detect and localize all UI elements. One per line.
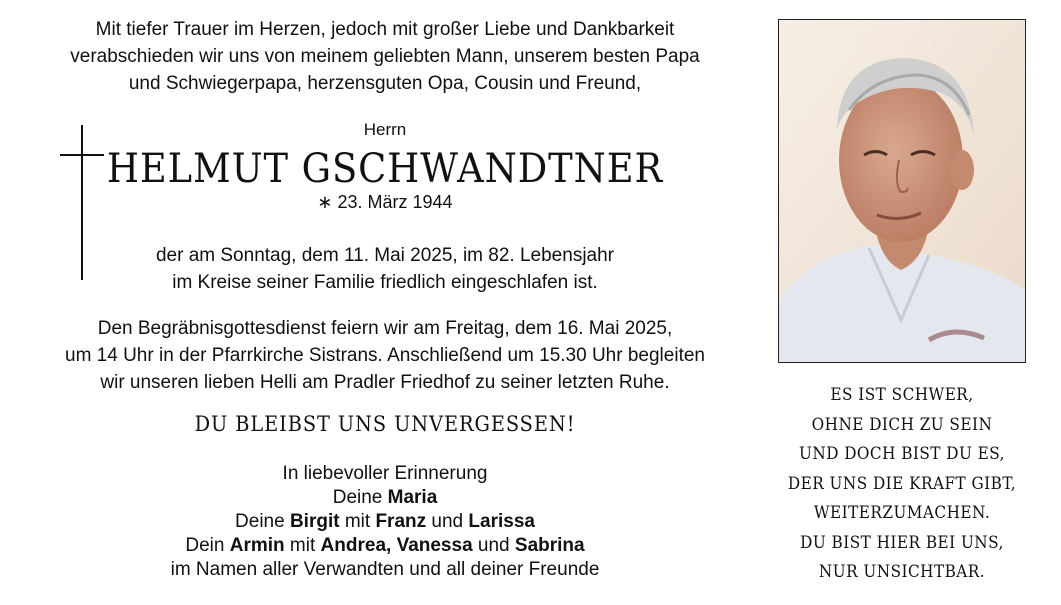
poem-line: DU BIST HIER BEI UNS, (800, 532, 1004, 553)
death-line: der am Sonntag, dem 11. Mai 2025, im 82. Lebensjahr (155, 245, 615, 266)
signoff-line: Deine Maria (332, 487, 438, 508)
motto: DU BLEIBST UNS UNVERGESSEN! (194, 412, 576, 436)
signoff-line: Deine Birgit mit Franz und Larissa (235, 511, 535, 532)
poem-line: ES IST SCHWER, (830, 385, 974, 405)
death-line: im Kreise seiner Familie friedlich eingeschlafen ist. (172, 272, 598, 293)
poem-line: DER UNS DIE KRAFT GIBT, (787, 473, 1017, 494)
deceased-name: HELMUT GSCHWANDTNER (106, 146, 664, 192)
funeral-text (0, 315, 770, 396)
signoff (0, 462, 770, 582)
portrait-photo (778, 19, 1026, 363)
death-text (0, 242, 770, 296)
signoff-line: Dein Armin mit Andrea, Vanessa und Sabrina (185, 535, 585, 556)
poem-line: UND DOCH BIST DU ES, (799, 444, 1005, 464)
funeral-line: wir unseren lieben Helli am Pradler Friedhof zu seiner letzten Ruhe. (100, 372, 670, 393)
poem-line: OHNE DICH ZU SEIN (811, 414, 993, 435)
intro-text (0, 16, 770, 97)
poem-line: WEITERZUMACHEN. (813, 503, 991, 523)
salutation: Herrn (363, 120, 407, 139)
intro-line: Mit tiefer Trauer im Herzen, jedoch mit großer Liebe und Dankbarkeit (95, 19, 675, 40)
intro-line: und Schwiegerpapa, herzensguten Opa, Cousin und Freund, (128, 73, 642, 94)
portrait-image (779, 20, 1026, 363)
signoff-line: im Namen aller Verwandten und all deiner Freunde (170, 559, 600, 580)
poem (783, 381, 1021, 588)
funeral-line: um 14 Uhr in der Pfarrkirche Sistrans. Anschließend um 15.30 Uhr begleiten (65, 345, 705, 366)
funeral-line: Den Begräbnisgottesdienst feiern wir am Freitag, dem 16. Mai 2025, (97, 318, 673, 339)
birth-date: ∗ 23. März 1944 (317, 192, 453, 212)
intro-line: verabschieden wir uns von meinem geliebten Mann, unserem besten Papa (70, 46, 700, 67)
poem-line: NUR UNSICHTBAR. (818, 562, 986, 582)
signoff-line: In liebevoller Erinnerung (282, 463, 488, 484)
